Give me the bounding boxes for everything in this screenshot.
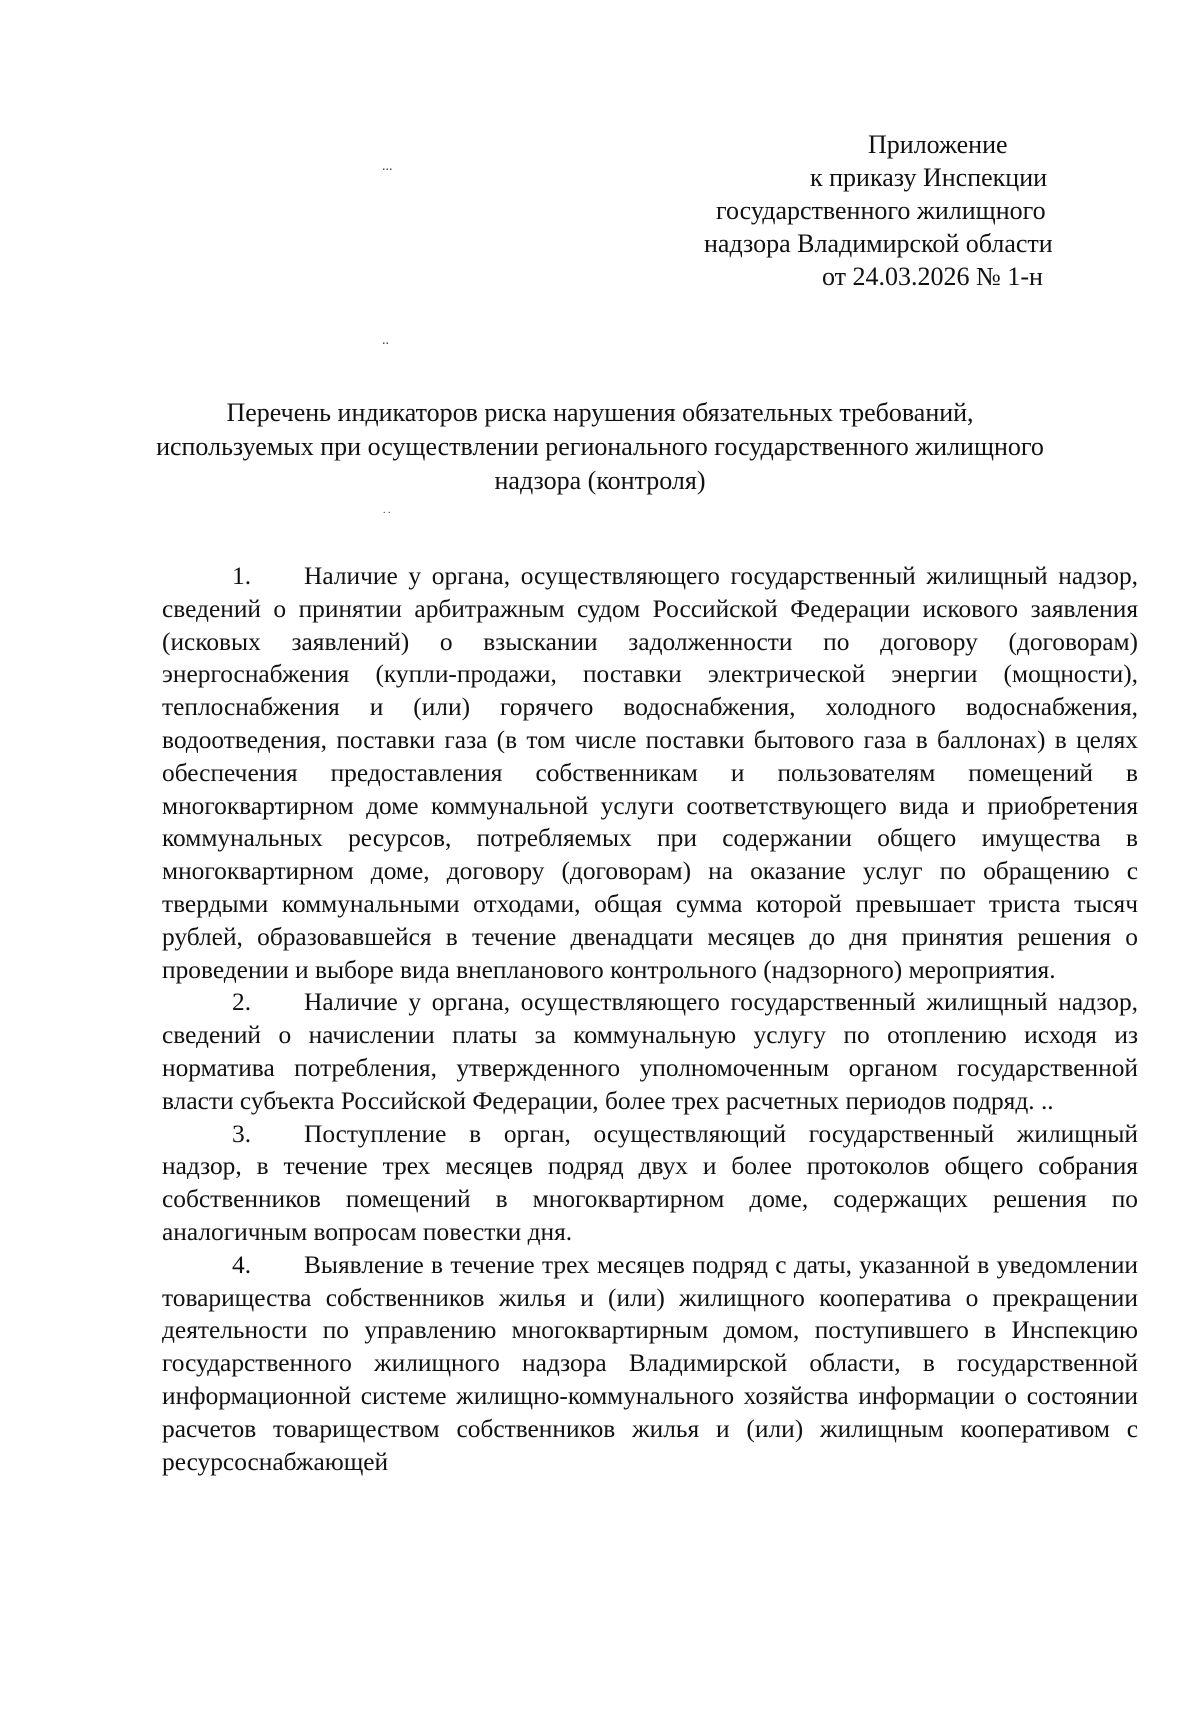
list-item xyxy=(162,1118,1138,1249)
title-line-2: используемых при осуществлении регионального государственного жилищного xyxy=(156,432,1044,461)
appendix-label: Приложение xyxy=(868,130,1008,159)
appendix-header xyxy=(700,128,1100,293)
document-title xyxy=(150,396,1050,498)
scan-speck: . . xyxy=(383,505,391,516)
item-number: 3. xyxy=(232,1119,252,1148)
document-body xyxy=(162,560,1138,1478)
item-number: 1. xyxy=(232,562,252,590)
appendix-order-ref: к приказу Инспекции xyxy=(810,163,1048,192)
list-item xyxy=(162,986,1138,1117)
title-line-1: Перечень индикаторов риска нарушения обязательных требований, xyxy=(226,398,974,427)
appendix-region: надзора Владимирской области xyxy=(704,229,1053,258)
item-text: Наличие у органа, осуществляющего государственный жилищный надзор, сведений о начислении платы за коммунальную услугу по отоплению исходя из норматива потребления, утвержденного уполномоченным органом государственной власти субъекта Российской Федерации, более трех расчетных периодов подряд. .. xyxy=(162,988,1138,1115)
list-item xyxy=(162,560,1138,986)
item-text: Наличие у органа, осуществляющего государственный жилищный надзор, сведений о принятии арбитражным судом Российской Федерации искового заявления (исковых заявлений) о взыскании задолженности по договору (договорам) энергоснабжения (купли-продажи, поставки электрической энергии (мощности), теплоснабжения и (или) горячего водоснабжения, холодного водоснабжения, водоотведения, поставки газа (в том числе поставки бытового газа в баллонах) в целях обеспечения предоставления собственникам и пользователям помещений в многоквартирном доме коммунальной услуги соответствующего вида и приобретения коммунальных ресурсов, потребляемых при содержании общего имущества в многоквартирном доме, договору (договорам) на оказание услуг по обращению с твердыми коммунальными отходами, общая сумма которой превышает триста тысяч рублей, образовавшейся в течение двенадцати месяцев до дня принятия решения о проведении и выборе вида внепланового контрольного (надзорного) мероприятия. xyxy=(162,562,1138,984)
item-text: Поступление в орган, осуществляющий государственный жилищный надзор, в течение трех месяцев подряд двух и более протоколов общего собрания собственников помещений в многоквартирном доме, содержащих решения по аналогичным вопросам повестки дня. xyxy=(162,1119,1138,1246)
item-number: 2. xyxy=(232,988,252,1017)
appendix-inspection-name: государственного жилищного xyxy=(716,196,1046,225)
item-number: 4. xyxy=(232,1250,252,1279)
scan-speck: ... xyxy=(382,159,393,174)
scan-speck: .. xyxy=(382,333,389,348)
appendix-date-number: от 24.03.2026 № 1-н xyxy=(822,262,1043,291)
item-text: Выявление в течение трех месяцев подряд с даты, указанной в уведомлении товарищества собственников жилья и (или) жилищного кооператива о прекращении деятельности по управлению многоквартирным домом, поступившего в Инспекцию государственного жилищного надзора Владимирской области, в государственной информационной системе жилищно-коммунального хозяйства информации о состоянии расчетов товариществом собственников жилья и (или) жилищным кооперативом с ресурсоснабжающей xyxy=(162,1250,1138,1476)
list-item xyxy=(162,1249,1138,1479)
title-line-3: надзора (контроля) xyxy=(494,466,706,495)
